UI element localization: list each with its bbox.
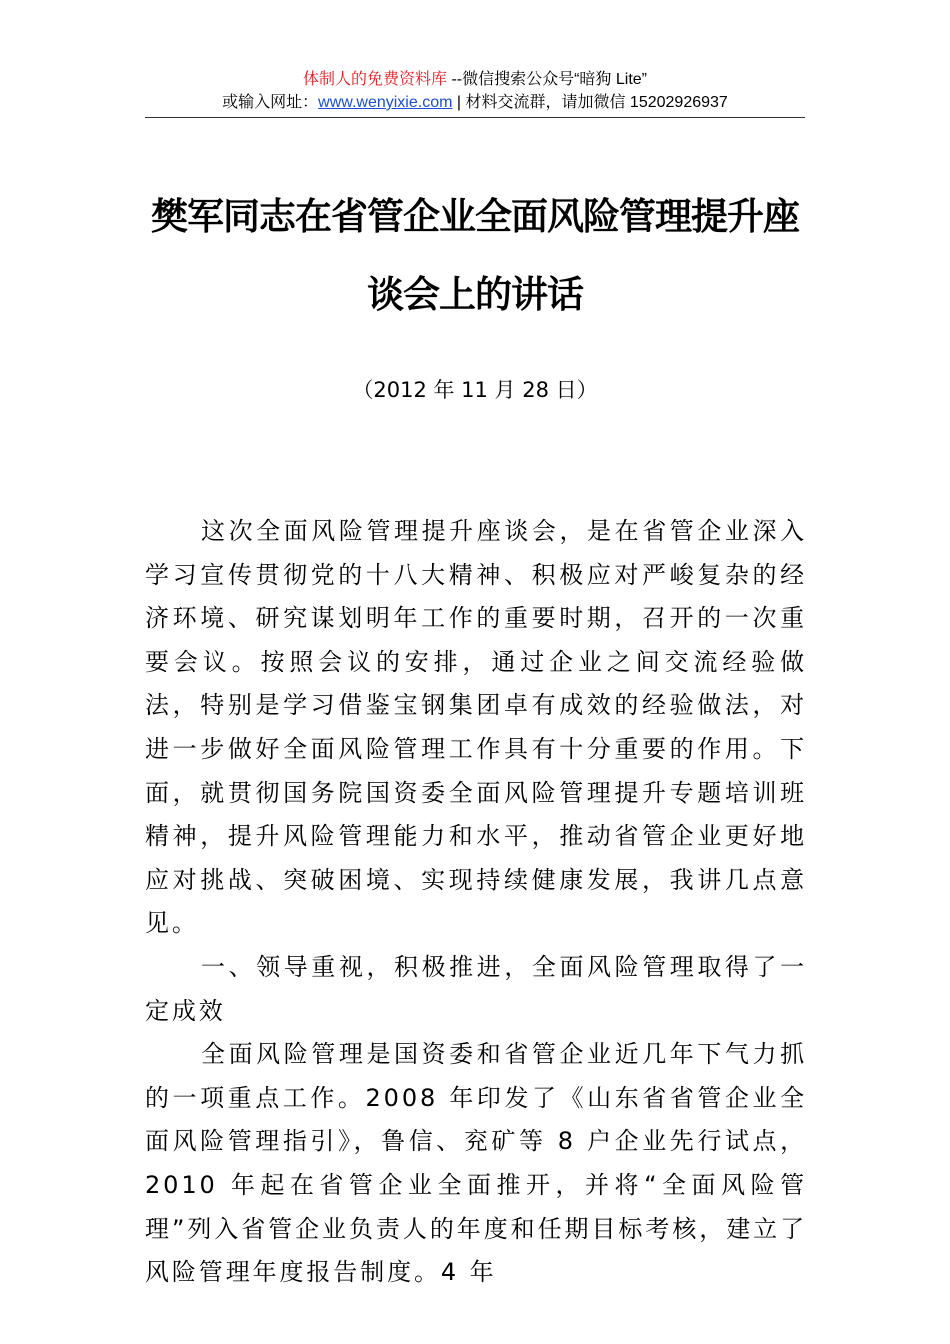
website-link[interactable]: www.wenyixie.com [318,94,453,111]
header-line-2 [145,93,805,113]
header-line-1 [145,70,805,90]
document-body [145,510,807,1295]
section-heading-1: 一、领导重视，积极推进，全面风险管理取得了一定成效 [145,952,807,1025]
document-title-line-2: 谈会上的讲话 [367,272,583,316]
header-divider [145,117,805,118]
wechat-text: --微信搜索公众号“暗狗 Lite” [447,71,648,88]
document-date: （2012 年 11 月 28 日） [352,378,598,402]
paragraph-intro: 这次全面风险管理提升座谈会，是在省管企业深入学习宣传贯彻党的十八大精神、积极应对严峻复杂的经济环境、研究谋划明年工作的重要时期，召开的一次重要会议。按照会议的安排，通过企业之间交流经验做法，特别是学习借鉴宝钢集团卓有成效的经验做法，对进一步做好全面风险管理工作具有十分重要的作用。下面，就贯彻国务院国资委全面风险管理提升专题培训班精神，提升风险管理能力和水平，推动省管企业更好地应对挑战、突破困境、实现持续健康发展，我讲几点意见。 [145,517,807,938]
document-title-line-1: 樊军同志在省管企业全面风险管理提升座 [151,194,799,238]
brand-text: 体制人的免费资料库 [302,71,447,88]
contact-text: | 材料交流群，请加微信 15202926937 [452,94,728,111]
url-prefix: 或输入网址： [222,94,319,111]
paragraph-section-1: 全面风险管理是国资委和省管企业近几年下气力抓的一项重点工作。2008 年印发了《山东省省管企业全面风险管理指引》，鲁信、兖矿等 8 户企业先行试点，2010 年起在省管企业全面推开，并将“全面风险管理”列入省管企业负责人的年度和任期目标考核，建立了风险管理年度报告制度。4 年 [145,1040,807,1287]
